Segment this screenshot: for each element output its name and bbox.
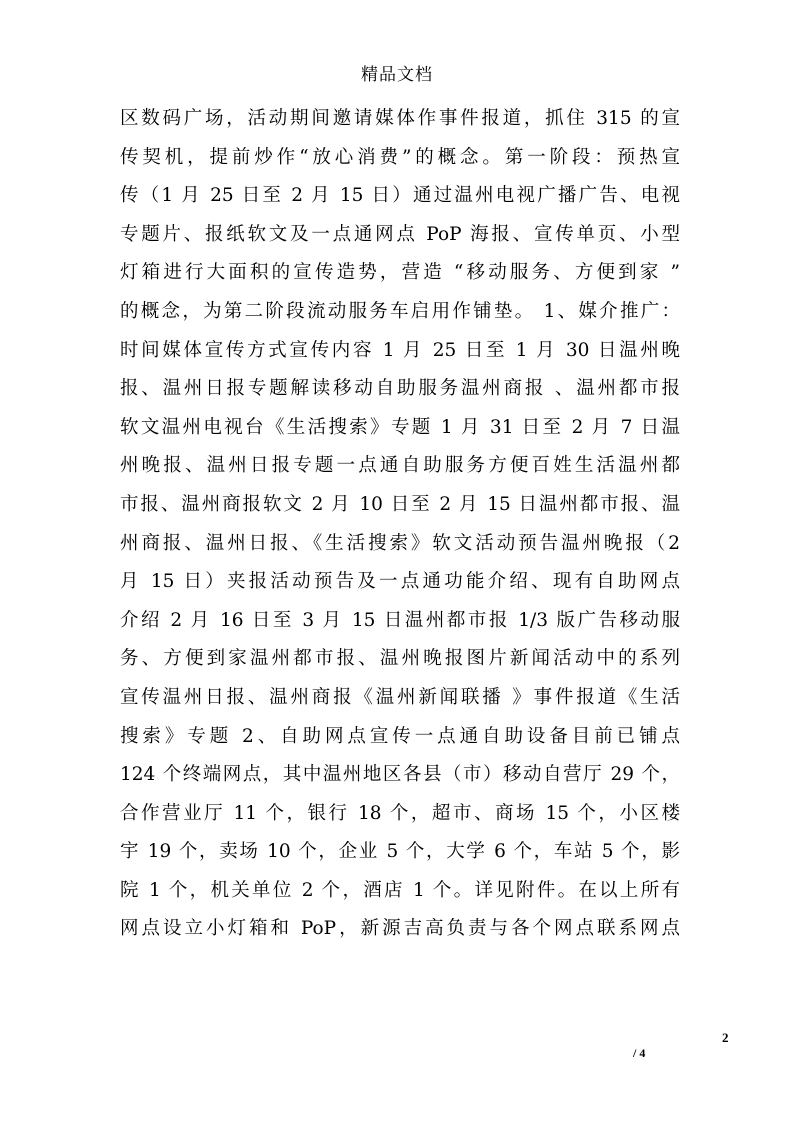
body-line: 区数码广场，活动期间邀请媒体作事件报道，抓住 315 的宣 (120, 108, 680, 129)
page-number: 2 (722, 1030, 729, 1045)
body-line: 市报、温州商报软文 2 月 10 日至 2 月 15 日温州都市报、温 (120, 493, 680, 515)
body-line: 的概念，为第二阶段流动服务车启用作铺垫。 1、媒介推广： (120, 300, 680, 322)
body-line: 院 1 个，机关单位 2 个，酒店 1 个。详见附件。在以上所有 (120, 879, 680, 901)
body-line: 专题片、报纸软文及一点通网点 PoP 海报、宣传单页、小型 (120, 223, 680, 245)
body-line: 报、温州日报专题解读移动自助服务温州商报 、温州都市报 (120, 378, 680, 400)
body-line: 宇 19 个，卖场 10 个，企业 5 个，大学 6 个，车站 5 个，影 (120, 841, 680, 863)
body-line: 灯箱进行大面积的宣传造势，营造 “移动服务、方便到家 ” (120, 262, 680, 284)
page-total: / 4 (633, 1046, 646, 1060)
body-line: 务、方便到家温州都市报、温州晚报图片新闻活动中的系列 (120, 648, 680, 670)
body-line: 传契机，提前炒作“放心消费”的概念。第一阶段：预热宣 (120, 146, 680, 168)
body-line: 软文温州电视台《生活搜索》专题 1 月 31 日至 2 月 7 日温 (120, 416, 680, 438)
body-line: 介绍 2 月 16 日至 3 月 15 日温州都市报 1/3 版广告移动服 (120, 609, 680, 631)
document-body (120, 100, 680, 949)
body-line: 合作营业厅 11 个，银行 18 个，超市、商场 15 个，小区楼 (120, 802, 680, 824)
document-header: 精品文档 (361, 65, 433, 85)
body-line: 州晚报、温州日报专题一点通自助服务方便百姓生活温州都 (120, 455, 680, 477)
body-line: 网点设立小灯箱和 PoP，新源吉高负责与各个网点联系网点 (120, 918, 680, 940)
body-line: 搜索》专题 2、自助网点宣传一点通自助设备目前已铺点 (120, 725, 680, 747)
body-line: 州商报、温州日报、《生活搜索》软文活动预告温州晚报（2 (120, 532, 680, 554)
body-line: 时间媒体宣传方式宣传内容 1 月 25 日至 1 月 30 日温州晚 (120, 339, 680, 361)
body-line: 月 15 日）夹报活动预告及一点通功能介绍、现有自助网点 (120, 571, 680, 593)
body-line: 传（1 月 25 日至 2 月 15 日）通过温州电视广播广告、电视 (120, 185, 680, 207)
body-line: 宣传温州日报、温州商报《温州新闻联播 》事件报道《生活 (120, 686, 680, 708)
body-line: 124 个终端网点，其中温州地区各县（市）移动自营厅 29 个， (120, 764, 680, 786)
